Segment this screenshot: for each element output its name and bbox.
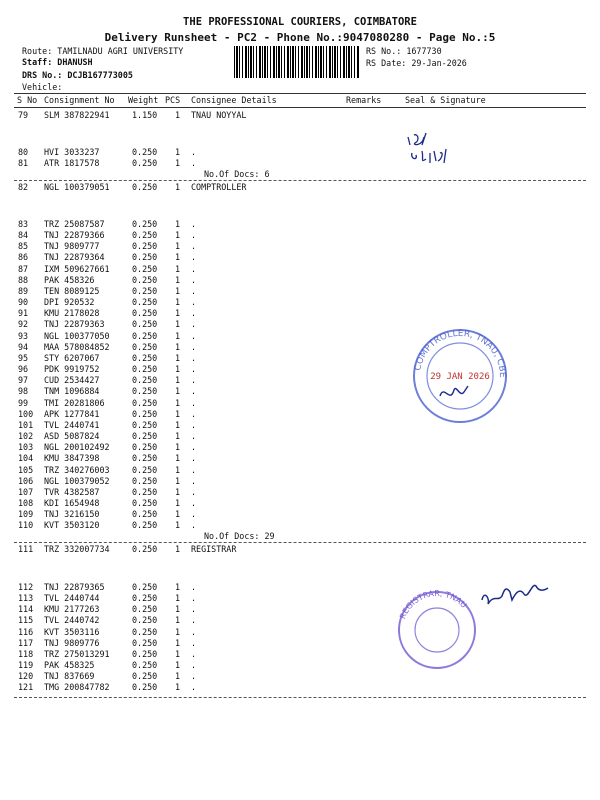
column-header-row xyxy=(0,95,600,105)
table-row xyxy=(0,465,600,475)
weight-value: 0.250 xyxy=(132,582,158,592)
weight-value: 0.250 xyxy=(132,330,158,341)
consignee-details: . xyxy=(191,509,197,520)
runsheet-title: THE PROFESSIONAL COURIERS, COIMBATORE xyxy=(183,16,417,28)
consignment-number: KVT 3503120 xyxy=(44,520,100,531)
pieces-count: 1 xyxy=(175,230,181,241)
pieces-count: 1 xyxy=(175,682,181,693)
weight-value: 0.250 xyxy=(132,319,158,330)
consignment-number: KMU 3847398 xyxy=(44,453,100,464)
weight-value: 0.250 xyxy=(132,660,158,671)
pieces-count: 1 xyxy=(175,241,181,252)
weight-value: 0.250 xyxy=(132,593,158,604)
consignment-number: MAA 578084852 xyxy=(44,341,110,352)
serial-number: 113 xyxy=(18,593,34,604)
serial-number: 84 xyxy=(18,230,29,241)
pieces-count: 1 xyxy=(175,330,181,341)
pieces-count: 1 xyxy=(175,219,181,229)
weight-value: 0.250 xyxy=(132,397,158,408)
weight-value: 0.250 xyxy=(132,509,158,520)
consignee-details: . xyxy=(191,419,197,430)
comptroller-stamp-text: COMPTROLLER, TNAU, CBE xyxy=(413,328,508,378)
weight-value: 0.250 xyxy=(132,408,158,419)
header-rule-bottom xyxy=(14,107,586,108)
serial-number: 116 xyxy=(18,626,34,637)
serial-number: 109 xyxy=(18,509,34,520)
registrar-signature xyxy=(476,572,556,612)
consignee-details: REGISTRAR xyxy=(191,544,237,554)
pieces-count: 1 xyxy=(175,419,181,430)
consignment-number: TMG 200847782 xyxy=(44,682,110,693)
consignee-group-header-row xyxy=(0,182,600,192)
serial-number: 107 xyxy=(18,486,34,497)
pieces-count: 1 xyxy=(175,147,181,157)
table-row xyxy=(0,431,600,441)
table-row xyxy=(0,476,600,486)
consignment-number: HVI 3033237 xyxy=(44,147,100,157)
table-row xyxy=(0,420,600,430)
svg-text:REGISTRAR, TNAU xyxy=(398,590,468,620)
consignment-number: TNJ 9809776 xyxy=(44,637,100,648)
table-row xyxy=(0,638,600,648)
col-weight: Weight xyxy=(128,95,159,105)
weight-value: 0.250 xyxy=(132,453,158,464)
consignee-details: . xyxy=(191,615,197,626)
pieces-count: 1 xyxy=(175,660,181,671)
serial-number: 94 xyxy=(18,341,29,352)
consignee-details: . xyxy=(191,648,197,659)
weight-value: 1.150 xyxy=(132,110,158,120)
consignment-number: TVR 4382587 xyxy=(44,486,100,497)
weight-value: 0.250 xyxy=(132,364,158,375)
serial-number: 121 xyxy=(18,682,34,693)
serial-number: 97 xyxy=(18,375,29,386)
consignee-details: . xyxy=(191,241,197,252)
table-row xyxy=(0,487,600,497)
weight-value: 0.250 xyxy=(132,375,158,386)
consignee-details: . xyxy=(191,475,197,486)
route-label: Route: TAMILNADU AGRI UNIVERSITY xyxy=(22,46,184,56)
pieces-count: 1 xyxy=(175,544,181,554)
consignment-number: TNJ 3216150 xyxy=(44,509,100,520)
consignee-details: . xyxy=(191,230,197,241)
consignee-details: . xyxy=(191,431,197,442)
weight-value: 0.250 xyxy=(132,263,158,274)
pieces-count: 1 xyxy=(175,648,181,659)
serial-number: 100 xyxy=(18,408,34,419)
comptroller-stamp-date: 29 JAN 2026 xyxy=(430,372,490,382)
col-remarks: Remarks xyxy=(346,95,382,105)
drs-label: DRS No.: DCJB167773005 xyxy=(22,70,133,80)
table-row xyxy=(0,219,600,229)
pieces-count: 1 xyxy=(175,615,181,626)
serial-number: 83 xyxy=(18,219,29,229)
serial-number: 95 xyxy=(18,352,29,363)
consignee-details: . xyxy=(191,252,197,263)
consignment-number: KDI 1654948 xyxy=(44,498,100,508)
pieces-count: 1 xyxy=(175,475,181,486)
pieces-count: 1 xyxy=(175,341,181,352)
weight-value: 0.250 xyxy=(132,285,158,296)
serial-number: 105 xyxy=(18,464,34,475)
consignment-number: PAK 458326 xyxy=(44,274,95,285)
serial-number: 108 xyxy=(18,498,34,508)
table-row xyxy=(0,158,600,168)
consignee-details: . xyxy=(191,660,197,671)
consignment-number: TVL 2440741 xyxy=(44,419,100,430)
consignment-number: APK 1277841 xyxy=(44,408,100,419)
serial-number: 81 xyxy=(18,158,29,169)
consignee-group-header-row xyxy=(0,544,600,554)
table-row xyxy=(0,331,600,341)
serial-number: 110 xyxy=(18,520,34,531)
serial-number: 112 xyxy=(18,582,34,592)
consignment-number: NGL 200102492 xyxy=(44,442,110,453)
table-row xyxy=(0,264,600,274)
group-divider xyxy=(14,542,586,543)
consignment-number: PAK 458325 xyxy=(44,660,95,671)
pieces-count: 1 xyxy=(175,431,181,442)
serial-number: 87 xyxy=(18,263,29,274)
pieces-count: 1 xyxy=(175,671,181,682)
serial-number: 92 xyxy=(18,319,29,330)
table-row xyxy=(0,520,600,530)
consignee-details: . xyxy=(191,520,197,531)
serial-number: 119 xyxy=(18,660,34,671)
weight-value: 0.250 xyxy=(132,431,158,442)
consignee-details: . xyxy=(191,626,197,637)
consignment-number: ATR 1817578 xyxy=(44,158,100,169)
consignee-group-header-row xyxy=(0,110,600,120)
pieces-count: 1 xyxy=(175,486,181,497)
consignee-details: . xyxy=(191,219,197,229)
pieces-count: 1 xyxy=(175,386,181,397)
weight-value: 0.250 xyxy=(132,544,158,554)
weight-value: 0.250 xyxy=(132,442,158,453)
consignment-number: TEN 8089125 xyxy=(44,285,100,296)
serial-number: 90 xyxy=(18,297,29,308)
consignment-number: TRZ 275013291 xyxy=(44,648,110,659)
pieces-count: 1 xyxy=(175,520,181,531)
weight-value: 0.250 xyxy=(132,352,158,363)
col-sno: S No xyxy=(17,95,38,105)
header-rule-top xyxy=(14,93,586,94)
serial-number: 101 xyxy=(18,419,34,430)
serial-number: 120 xyxy=(18,671,34,682)
weight-value: 0.250 xyxy=(132,682,158,693)
consignment-number: PDK 9919752 xyxy=(44,364,100,375)
serial-number: 79 xyxy=(18,110,29,120)
table-row xyxy=(0,286,600,296)
table-row xyxy=(0,660,600,670)
group-divider xyxy=(14,697,586,698)
weight-value: 0.250 xyxy=(132,498,158,508)
consignment-number: TRZ 332007734 xyxy=(44,544,110,554)
pieces-count: 1 xyxy=(175,453,181,464)
serial-number: 117 xyxy=(18,637,34,648)
table-row xyxy=(0,230,600,240)
weight-value: 0.250 xyxy=(132,464,158,475)
consignment-number: KMU 2178028 xyxy=(44,308,100,319)
registrar-stamp xyxy=(392,590,482,670)
group-divider xyxy=(14,180,586,181)
weight-value: 0.250 xyxy=(132,182,158,192)
consignee-details: . xyxy=(191,147,197,157)
pieces-count: 1 xyxy=(175,408,181,419)
pieces-count: 1 xyxy=(175,252,181,263)
consignment-number: KMU 2177263 xyxy=(44,604,100,615)
weight-value: 0.250 xyxy=(132,637,158,648)
table-row xyxy=(0,409,600,419)
consignment-number: TRZ 25087587 xyxy=(44,219,105,229)
consignment-number: IXM 509627661 xyxy=(44,263,110,274)
consignee-details: . xyxy=(191,341,197,352)
weight-value: 0.250 xyxy=(132,475,158,486)
consignee-details: . xyxy=(191,408,197,419)
pieces-count: 1 xyxy=(175,308,181,319)
weight-value: 0.250 xyxy=(132,147,158,157)
serial-number: 98 xyxy=(18,386,29,397)
serial-number: 114 xyxy=(18,604,34,615)
pieces-count: 1 xyxy=(175,352,181,363)
table-row xyxy=(0,342,600,352)
consignment-number: KVT 3503116 xyxy=(44,626,100,637)
barcode xyxy=(234,46,360,78)
table-row xyxy=(0,275,600,285)
consignment-number: TNJ 22879363 xyxy=(44,319,105,330)
consignment-number: NGL 100377050 xyxy=(44,330,110,341)
serial-number: 89 xyxy=(18,285,29,296)
consignment-number: TNJ 837669 xyxy=(44,671,95,682)
table-row xyxy=(0,297,600,307)
weight-value: 0.250 xyxy=(132,671,158,682)
consignment-number: TNJ 9809777 xyxy=(44,241,100,252)
comptroller-stamp xyxy=(410,326,510,426)
consignee-details: . xyxy=(191,397,197,408)
weight-value: 0.250 xyxy=(132,626,158,637)
consignee-details: . xyxy=(191,442,197,453)
weight-value: 0.250 xyxy=(132,252,158,263)
pieces-count: 1 xyxy=(175,498,181,508)
consignee-details: . xyxy=(191,263,197,274)
consignment-number: ASD 5087824 xyxy=(44,431,100,442)
table-row xyxy=(0,353,600,363)
consignee-details: . xyxy=(191,308,197,319)
pieces-count: 1 xyxy=(175,319,181,330)
pieces-count: 1 xyxy=(175,364,181,375)
docs-count: No.Of Docs: 29 xyxy=(204,531,275,541)
table-row xyxy=(0,375,600,385)
consignment-number: STY 6207067 xyxy=(44,352,100,363)
table-row xyxy=(0,252,600,262)
consignee-details: . xyxy=(191,330,197,341)
weight-value: 0.250 xyxy=(132,419,158,430)
pieces-count: 1 xyxy=(175,397,181,408)
table-row xyxy=(0,442,600,452)
table-row xyxy=(0,308,600,318)
consignee-details: . xyxy=(191,386,197,397)
serial-number: 82 xyxy=(18,182,29,192)
table-row xyxy=(0,615,600,625)
consignment-number: TRZ 340276003 xyxy=(44,464,110,475)
serial-number: 115 xyxy=(18,615,34,626)
weight-value: 0.250 xyxy=(132,486,158,497)
weight-value: 0.250 xyxy=(132,386,158,397)
consignment-number: NGL 100379052 xyxy=(44,475,110,486)
consignment-number: SLM 387822941 xyxy=(44,110,110,120)
pieces-count: 1 xyxy=(175,182,181,192)
table-row xyxy=(0,241,600,251)
serial-number: 106 xyxy=(18,475,34,486)
consignee-details: TNAU NOYYAL xyxy=(191,110,247,120)
consignment-number: TMI 20281806 xyxy=(44,397,105,408)
serial-number: 93 xyxy=(18,330,29,341)
consignment-number: TVL 2440742 xyxy=(44,615,100,626)
table-row xyxy=(0,649,600,659)
weight-value: 0.250 xyxy=(132,308,158,319)
pieces-count: 1 xyxy=(175,593,181,604)
consignment-number: TNJ 22879365 xyxy=(44,582,105,592)
handwritten-note xyxy=(400,125,460,175)
consignee-details: . xyxy=(191,498,197,508)
table-row xyxy=(0,498,600,508)
col-details: Consignee Details xyxy=(191,95,277,105)
serial-number: 99 xyxy=(18,397,29,408)
serial-number: 88 xyxy=(18,274,29,285)
consignee-details: COMPTROLLER xyxy=(191,182,247,192)
rs-date: RS Date: 29-Jan-2026 xyxy=(366,58,467,68)
consignee-details: . xyxy=(191,319,197,330)
pieces-count: 1 xyxy=(175,464,181,475)
consignee-details: . xyxy=(191,486,197,497)
serial-number: 80 xyxy=(18,147,29,157)
consignment-number: NGL 100379051 xyxy=(44,182,110,192)
weight-value: 0.250 xyxy=(132,341,158,352)
consignee-details: . xyxy=(191,604,197,615)
weight-value: 0.250 xyxy=(132,241,158,252)
table-row xyxy=(0,398,600,408)
pieces-count: 1 xyxy=(175,297,181,308)
pieces-count: 1 xyxy=(175,274,181,285)
consignee-details: . xyxy=(191,671,197,682)
consignment-number: TNJ 22879364 xyxy=(44,252,105,263)
serial-number: 103 xyxy=(18,442,34,453)
pieces-count: 1 xyxy=(175,509,181,520)
consignee-details: . xyxy=(191,464,197,475)
consignee-details: . xyxy=(191,582,197,592)
vehicle-label: Vehicle: xyxy=(22,82,63,92)
col-consignment: Consignment No xyxy=(44,95,115,105)
table-row xyxy=(0,147,600,157)
col-seal: Seal & Signature xyxy=(405,95,486,105)
consignment-number: TVL 2440744 xyxy=(44,593,100,604)
staff-label: Staff: DHANUSH xyxy=(22,57,93,67)
pieces-count: 1 xyxy=(175,375,181,386)
consignee-details: . xyxy=(191,352,197,363)
table-row xyxy=(0,509,600,519)
consignment-number: TNM 1096884 xyxy=(44,386,100,397)
weight-value: 0.250 xyxy=(132,615,158,626)
serial-number: 91 xyxy=(18,308,29,319)
table-row xyxy=(0,319,600,329)
docs-count: No.Of Docs: 6 xyxy=(204,169,270,179)
runsheet-subtitle: Delivery Runsheet - PC2 - Phone No.:9047080280 - Page No.:5 xyxy=(104,31,496,44)
pieces-count: 1 xyxy=(175,626,181,637)
pieces-count: 1 xyxy=(175,263,181,274)
consignee-details: . xyxy=(191,364,197,375)
weight-value: 0.250 xyxy=(132,158,158,169)
table-row xyxy=(0,453,600,463)
table-row xyxy=(0,364,600,374)
weight-value: 0.250 xyxy=(132,297,158,308)
pieces-count: 1 xyxy=(175,604,181,615)
weight-value: 0.250 xyxy=(132,604,158,615)
consignee-details: . xyxy=(191,682,197,693)
weight-value: 0.250 xyxy=(132,219,158,229)
consignment-number: CUD 2534427 xyxy=(44,375,100,386)
weight-value: 0.250 xyxy=(132,230,158,241)
consignee-details: . xyxy=(191,297,197,308)
table-row xyxy=(0,671,600,681)
pieces-count: 1 xyxy=(175,582,181,592)
pieces-count: 1 xyxy=(175,285,181,296)
serial-number: 96 xyxy=(18,364,29,375)
serial-number: 111 xyxy=(18,544,34,554)
consignee-details: . xyxy=(191,375,197,386)
consignee-details: . xyxy=(191,158,197,169)
serial-number: 118 xyxy=(18,648,34,659)
consignee-details: . xyxy=(191,453,197,464)
serial-number: 85 xyxy=(18,241,29,252)
weight-value: 0.250 xyxy=(132,648,158,659)
weight-value: 0.250 xyxy=(132,274,158,285)
serial-number: 86 xyxy=(18,252,29,263)
consignee-details: . xyxy=(191,274,197,285)
pieces-count: 1 xyxy=(175,442,181,453)
consignment-number: TNJ 22879366 xyxy=(44,230,105,241)
consignee-details: . xyxy=(191,593,197,604)
consignment-number: DPI 920532 xyxy=(44,297,95,308)
serial-number: 102 xyxy=(18,431,34,442)
registrar-stamp-text: REGISTRAR, TNAU xyxy=(398,590,469,621)
col-pcs: PCS xyxy=(165,95,181,105)
pieces-count: 1 xyxy=(175,158,181,169)
pieces-count: 1 xyxy=(175,637,181,648)
consignee-details: . xyxy=(191,285,197,296)
table-row xyxy=(0,386,600,396)
pieces-count: 1 xyxy=(175,110,181,120)
consignee-details: . xyxy=(191,637,197,648)
serial-number: 104 xyxy=(18,453,34,464)
table-row xyxy=(0,627,600,637)
weight-value: 0.250 xyxy=(132,520,158,531)
rs-number: RS No.: 1677730 xyxy=(366,46,442,56)
table-row xyxy=(0,682,600,692)
